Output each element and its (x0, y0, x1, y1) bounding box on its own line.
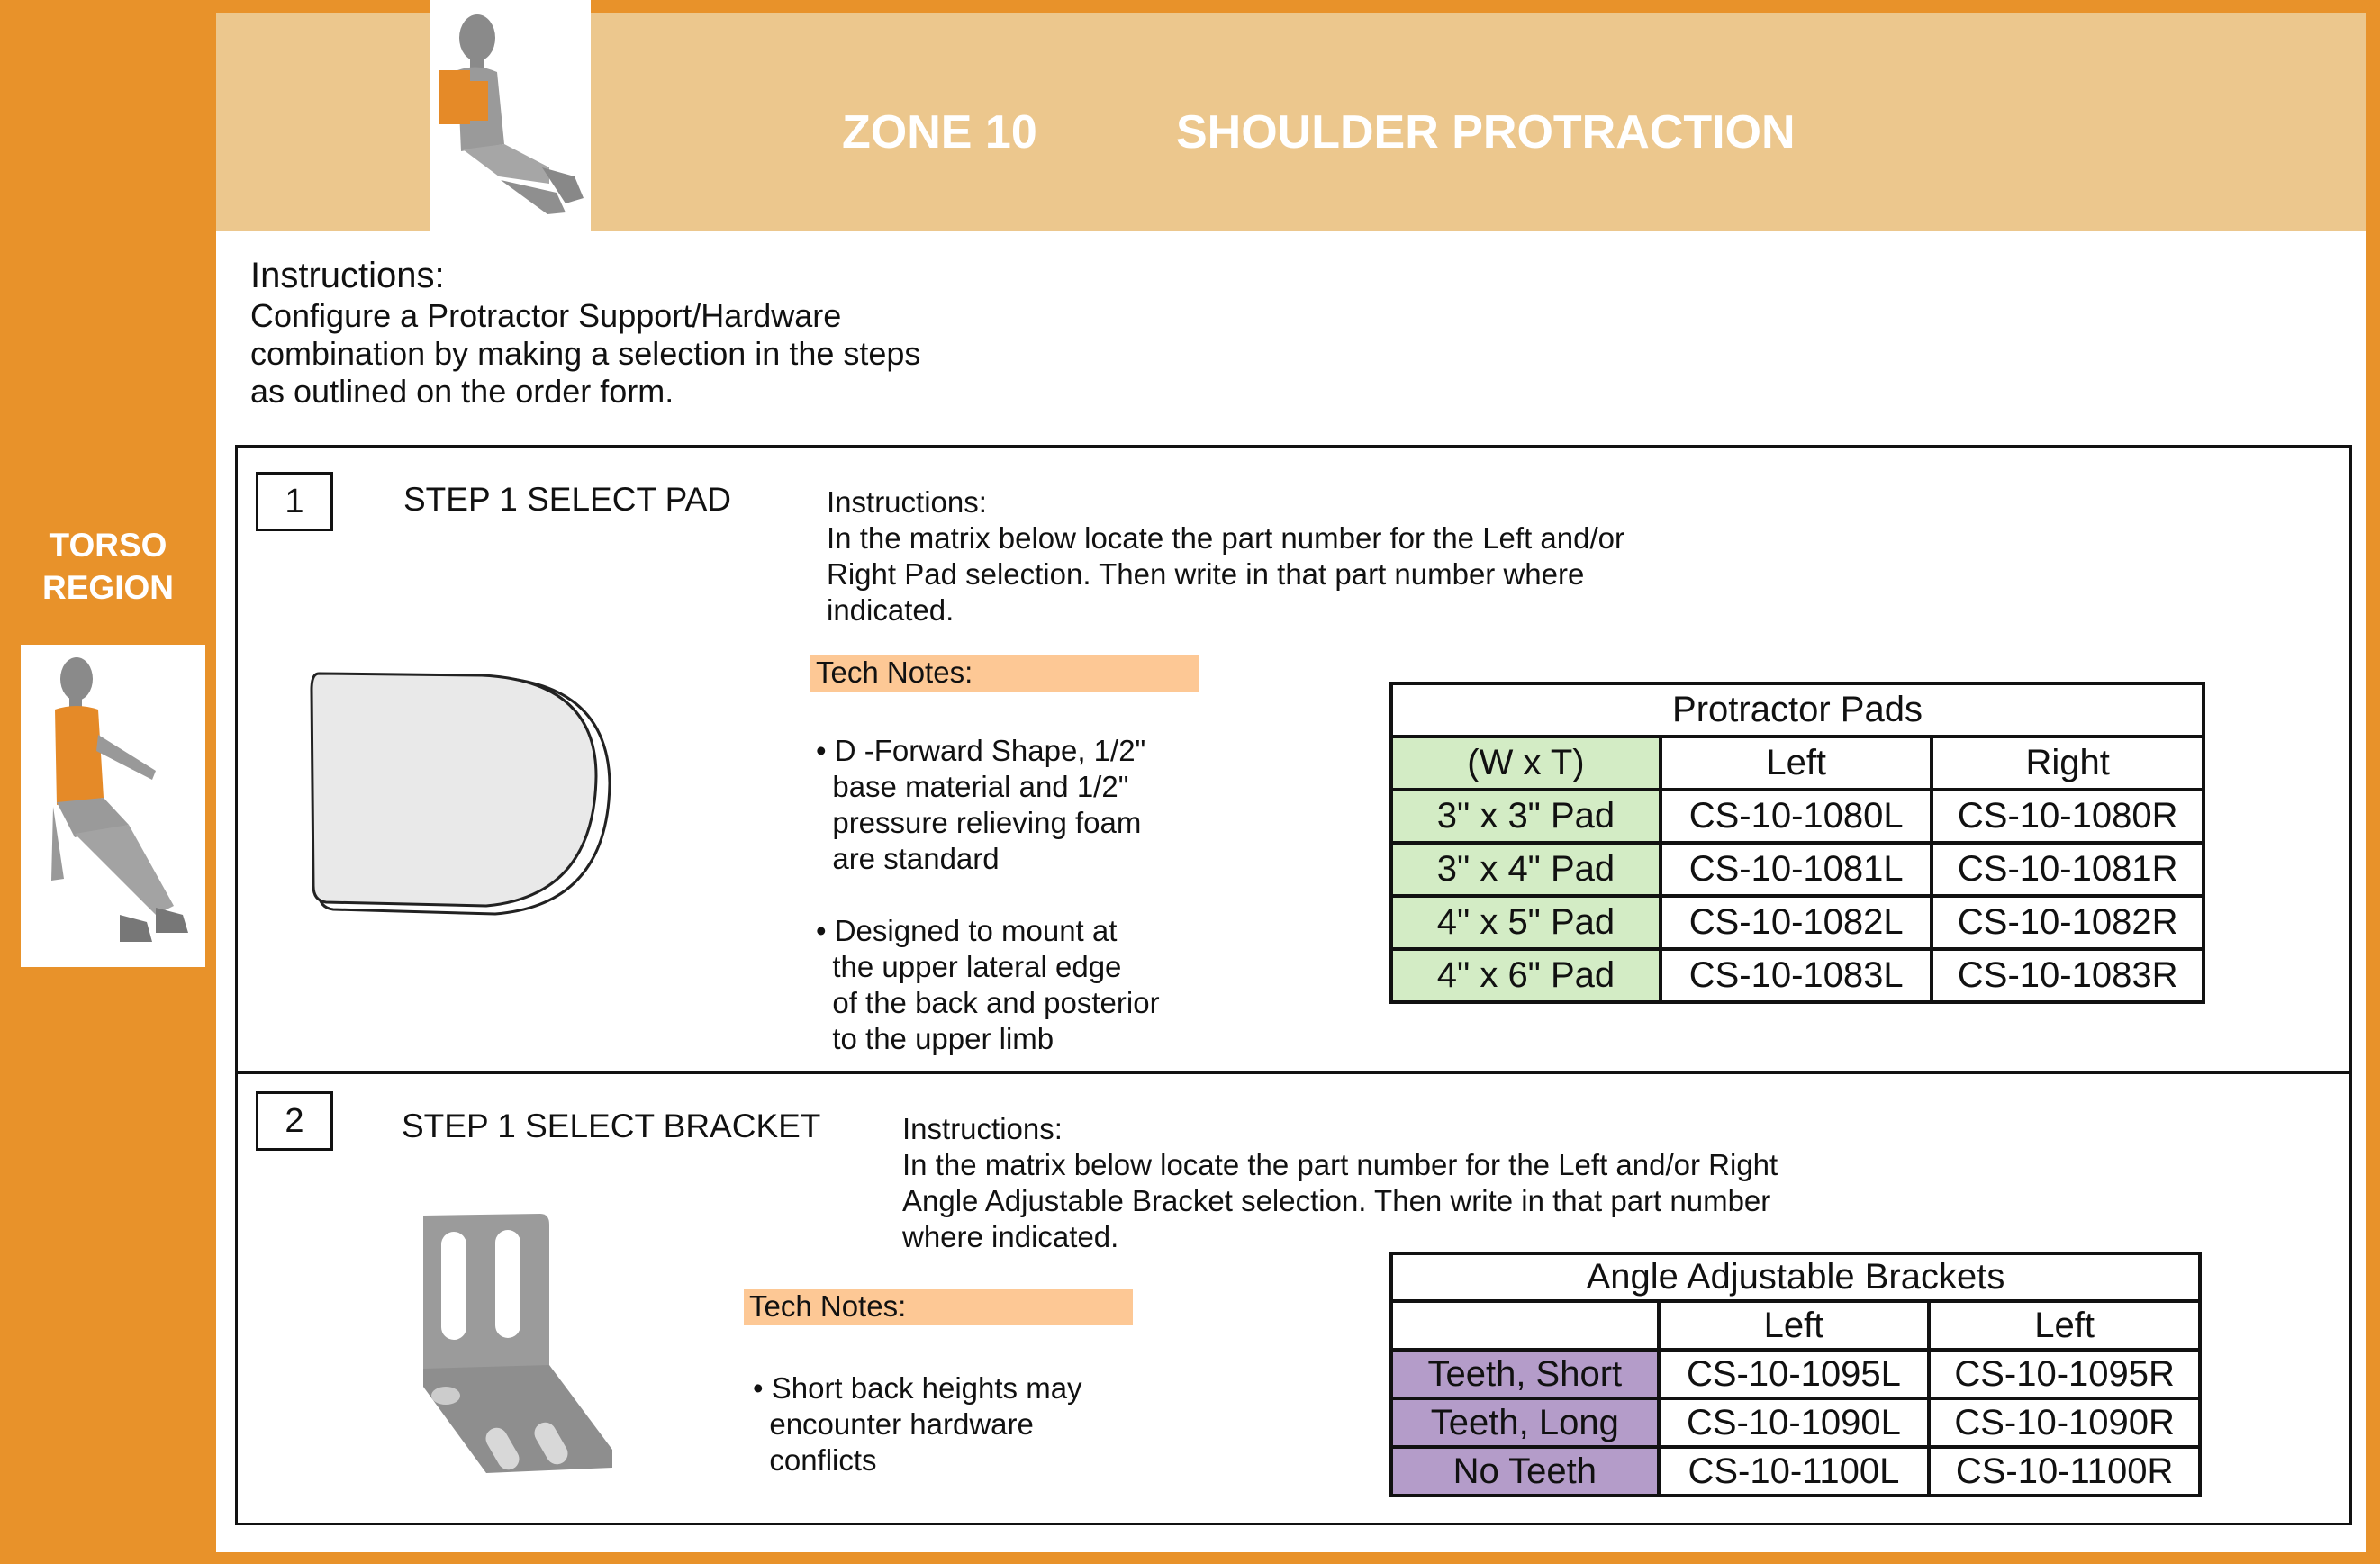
step1-instructions-line: indicated. (827, 593, 955, 627)
tech-note-line: • D -Forward Shape, 1/2" (816, 734, 1146, 767)
region-label (0, 524, 216, 609)
table-header: (W x T) (1391, 737, 1661, 790)
step1-instructions-line: In the matrix below locate the part number for the Left and/or (827, 521, 1624, 555)
zone-title: ZONE 10 (842, 106, 1037, 158)
step1-number-box: 1 (256, 472, 333, 531)
table-cell: CS-10-1100R (1929, 1447, 2200, 1496)
table-cell: No Teeth (1391, 1447, 1659, 1496)
tech-note-line: base material and 1/2" (816, 770, 1129, 803)
table-cell: Teeth, Long (1391, 1398, 1659, 1447)
table-cell: CS-10-1081R (1932, 843, 2204, 896)
table-row (1391, 1398, 2200, 1447)
protractor-pad-image (306, 666, 612, 923)
table-cell: 4" x 5" Pad (1391, 896, 1661, 949)
table-header: Left (1929, 1301, 2200, 1350)
table-header (1391, 1301, 1659, 1350)
table-row (1391, 1350, 2200, 1398)
table-row (1391, 843, 2204, 896)
table-cell: CS-10-1082R (1932, 896, 2204, 949)
seated-figure-torso-icon (21, 645, 205, 967)
table-header: Left (1659, 1301, 1930, 1350)
tech-note-line: are standard (816, 842, 1000, 875)
step2-instructions-line: Angle Adjustable Bracket selection. Then write in that part number (902, 1184, 1771, 1217)
step2-instructions-title: Instructions: (902, 1112, 1063, 1145)
tech-note-line: encounter hardware (753, 1407, 1034, 1441)
seated-figure-shoulder-icon (430, 0, 591, 231)
tech-note-line: • Designed to mount at (816, 914, 1118, 947)
table-cell: CS-10-1083R (1932, 949, 2204, 1002)
tech-note-line (816, 877, 1160, 913)
zone-subtitle: SHOULDER PROTRACTION (1176, 106, 1796, 158)
step1-instructions-line: Right Pad selection. Then write in that part number where (827, 557, 1585, 591)
step-divider (235, 1071, 2352, 1074)
table-row (1391, 1447, 2200, 1496)
table-cell: 3" x 3" Pad (1391, 790, 1661, 843)
instructions-line: combination by making a selection in the steps (250, 335, 921, 372)
table-cell: CS-10-1080L (1661, 790, 1932, 843)
angle-bracket-image (405, 1207, 621, 1481)
table-cell: CS-10-1090L (1659, 1398, 1930, 1447)
table-header: Right (1932, 737, 2204, 790)
step1-instructions-title: Instructions: (827, 485, 987, 519)
step1-tech-notes (816, 733, 1160, 1057)
table-row (1391, 790, 2204, 843)
table-cell: CS-10-1081L (1661, 843, 1932, 896)
table-row (1391, 896, 2204, 949)
tech-note-line: the upper lateral edge (816, 950, 1122, 983)
tech-note-line: pressure relieving foam (816, 806, 1142, 839)
table-cell: CS-10-1100L (1659, 1447, 1930, 1496)
table-cell: 3" x 4" Pad (1391, 843, 1661, 896)
region-label-line1: TORSO (49, 527, 167, 564)
table-cell: CS-10-1095L (1659, 1350, 1930, 1398)
angle-brackets-table (1389, 1252, 2202, 1497)
tech-note-line: conflicts (753, 1443, 877, 1477)
instructions-line: as outlined on the order form. (250, 373, 674, 410)
tech-note-line: • Short back heights may (753, 1371, 1082, 1405)
region-label-line2: REGION (42, 569, 174, 606)
step2-tech-notes (753, 1370, 1082, 1478)
step2-tech-notes-label: Tech Notes: (744, 1289, 1133, 1325)
table-cell: Teeth, Short (1391, 1350, 1659, 1398)
table-cell: CS-10-1082L (1661, 896, 1932, 949)
step2-number-box: 2 (256, 1091, 333, 1151)
table-header: Left (1661, 737, 1932, 790)
table-cell: CS-10-1083L (1661, 949, 1932, 1002)
table-row (1391, 949, 2204, 1002)
tech-note-line: to the upper limb (816, 1022, 1054, 1055)
table-title: Protractor Pads (1391, 683, 2204, 737)
instructions-line: Configure a Protractor Support/Hardware (250, 297, 842, 334)
protractor-pads-table (1389, 682, 2205, 1004)
step2-title: STEP 1 SELECT BRACKET (402, 1107, 821, 1144)
step2-instructions-line: In the matrix below locate the part number for the Left and/or Right (902, 1148, 1778, 1181)
step1-tech-notes-label: Tech Notes: (810, 655, 1199, 692)
step2-instructions-line: where indicated. (902, 1220, 1119, 1253)
table-cell: 4" x 6" Pad (1391, 949, 1661, 1002)
instructions-title: Instructions: (250, 256, 445, 295)
table-cell: CS-10-1080R (1932, 790, 2204, 843)
table-cell: CS-10-1090R (1929, 1398, 2200, 1447)
tech-note-line: of the back and posterior (816, 986, 1160, 1019)
table-cell: CS-10-1095R (1929, 1350, 2200, 1398)
table-title: Angle Adjustable Brackets (1391, 1253, 2200, 1301)
step1-title: STEP 1 SELECT PAD (403, 481, 731, 518)
